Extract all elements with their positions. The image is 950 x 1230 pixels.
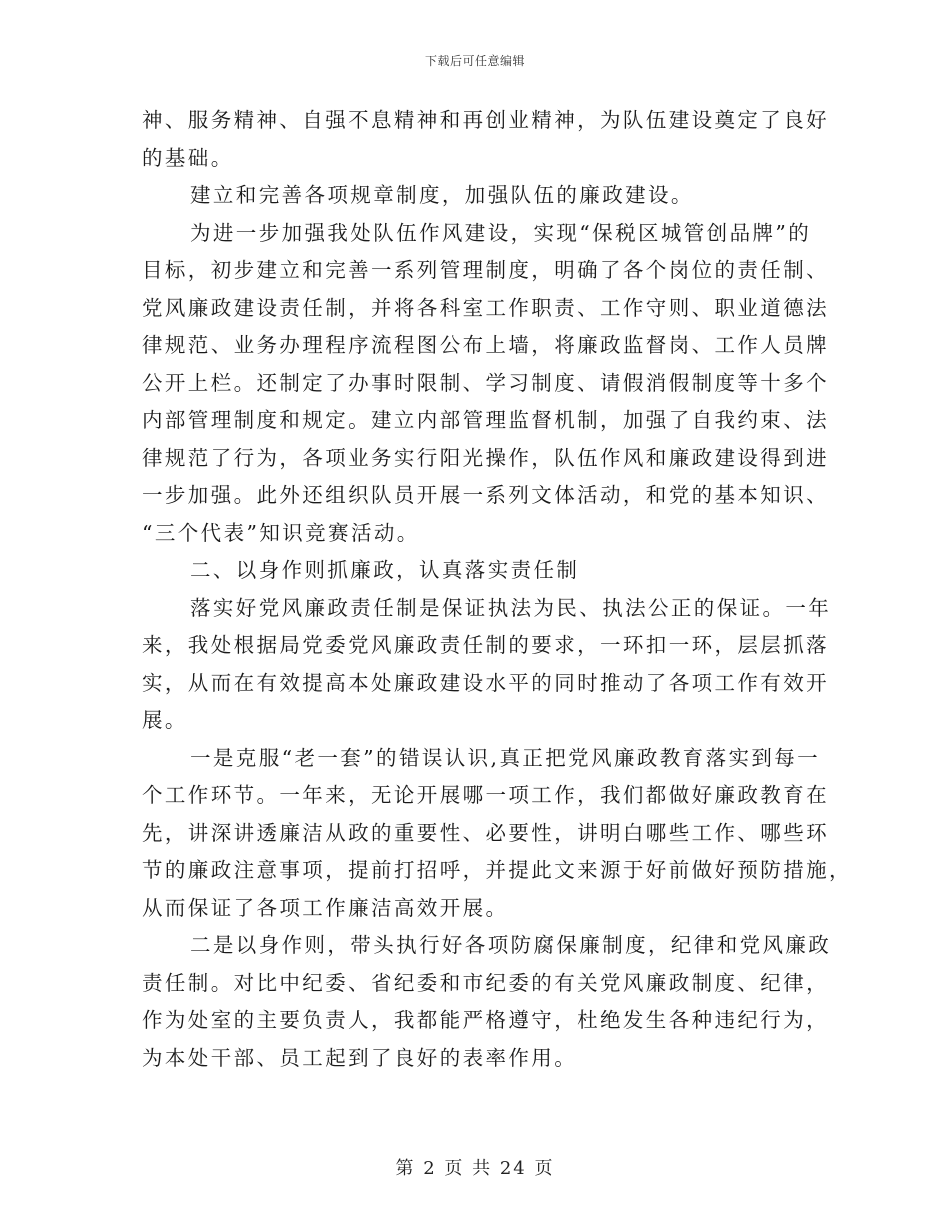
text-line: 为进一步加强我处队伍作风建设，实现“保税区城管创品牌”的 xyxy=(190,220,812,245)
text-line: 来，我处根据局党委党风廉政责任制的要求，一环扣一环，层层抓落 xyxy=(142,633,829,657)
text-line: 公开上栏。还制定了办事时限制、学习制度、请假消假制度等十多个 xyxy=(142,370,829,395)
text-line: 一步加强。此外还组织队员开展一系列文体活动，和党的基本知识、 xyxy=(142,483,829,507)
text-line: “三个代表”知识竞赛活动。 xyxy=(142,520,420,545)
text-line: 二、以身作则抓廉政，认真落实责任制 xyxy=(190,558,580,582)
text-line: 律规范了行为，各项业务实行阳光操作，队伍作风和廉政建设得到进 xyxy=(142,445,829,470)
text-line: 一是克服“老一套”的错误认识,真正把党风廉政教育落实到每一 xyxy=(190,745,821,770)
document-body xyxy=(142,102,852,1077)
text-line: 的基础。 xyxy=(142,145,234,170)
text-line: 作为处室的主要负责人，我都能严格遵守，杜绝发生各种违纪行为， xyxy=(142,1008,829,1032)
text-line: 目标，初步建立和完善一系列管理制度，明确了各个岗位的责任制、 xyxy=(142,258,829,282)
text-line: 为本处干部、员工起到了良好的表率作用。 xyxy=(142,1045,578,1070)
text-line: 建立和完善各项规章制度，加强队伍的廉政建设。 xyxy=(190,183,694,207)
text-line: 二是以身作则，带头执行好各项防腐保廉制度，纪律和党风廉政 xyxy=(190,933,832,957)
text-line: 节的廉政注意事项，提前打招呼，并提此文来源于好前做好预防措施， xyxy=(142,858,852,882)
text-line: 展。 xyxy=(142,708,188,732)
text-line: 先，讲深讲透廉洁从政的重要性、必要性，讲明白哪些工作、哪些环 xyxy=(142,820,829,845)
text-line: 律规范、业务办理程序流程图公布上墙，将廉政监督岗、工作人员牌 xyxy=(142,333,829,357)
text-line: 实，从而在有效提高本处廉政建设水平的同时推动了各项工作有效开 xyxy=(142,670,829,695)
text-line: 落实好党风廉政责任制是保证执法为民、执法公正的保证。一年 xyxy=(190,595,832,620)
page-header-note: 下载后可任意编辑 xyxy=(424,54,525,68)
text-line: 党风廉政建设责任制，并将各科室工作职责、工作守则、职业道德法 xyxy=(142,295,829,320)
text-line: 内部管理制度和规定。建立内部管理监督机制，加强了自我约束、法 xyxy=(142,408,829,432)
text-line: 从而保证了各项工作廉洁高效开展。 xyxy=(142,895,509,920)
page-number: 第 2 页 共 24 页 xyxy=(395,1158,555,1179)
text-line: 责任制。对比中纪委、省纪委和市纪委的有关党风廉政制度、纪律， xyxy=(142,970,829,995)
text-line: 个工作环节。一年来，无论开展哪一项工作，我们都做好廉政教育在 xyxy=(142,783,829,807)
text-line: 神、服务精神、自强不息精神和再创业精神，为队伍建设奠定了良好 xyxy=(142,108,829,132)
